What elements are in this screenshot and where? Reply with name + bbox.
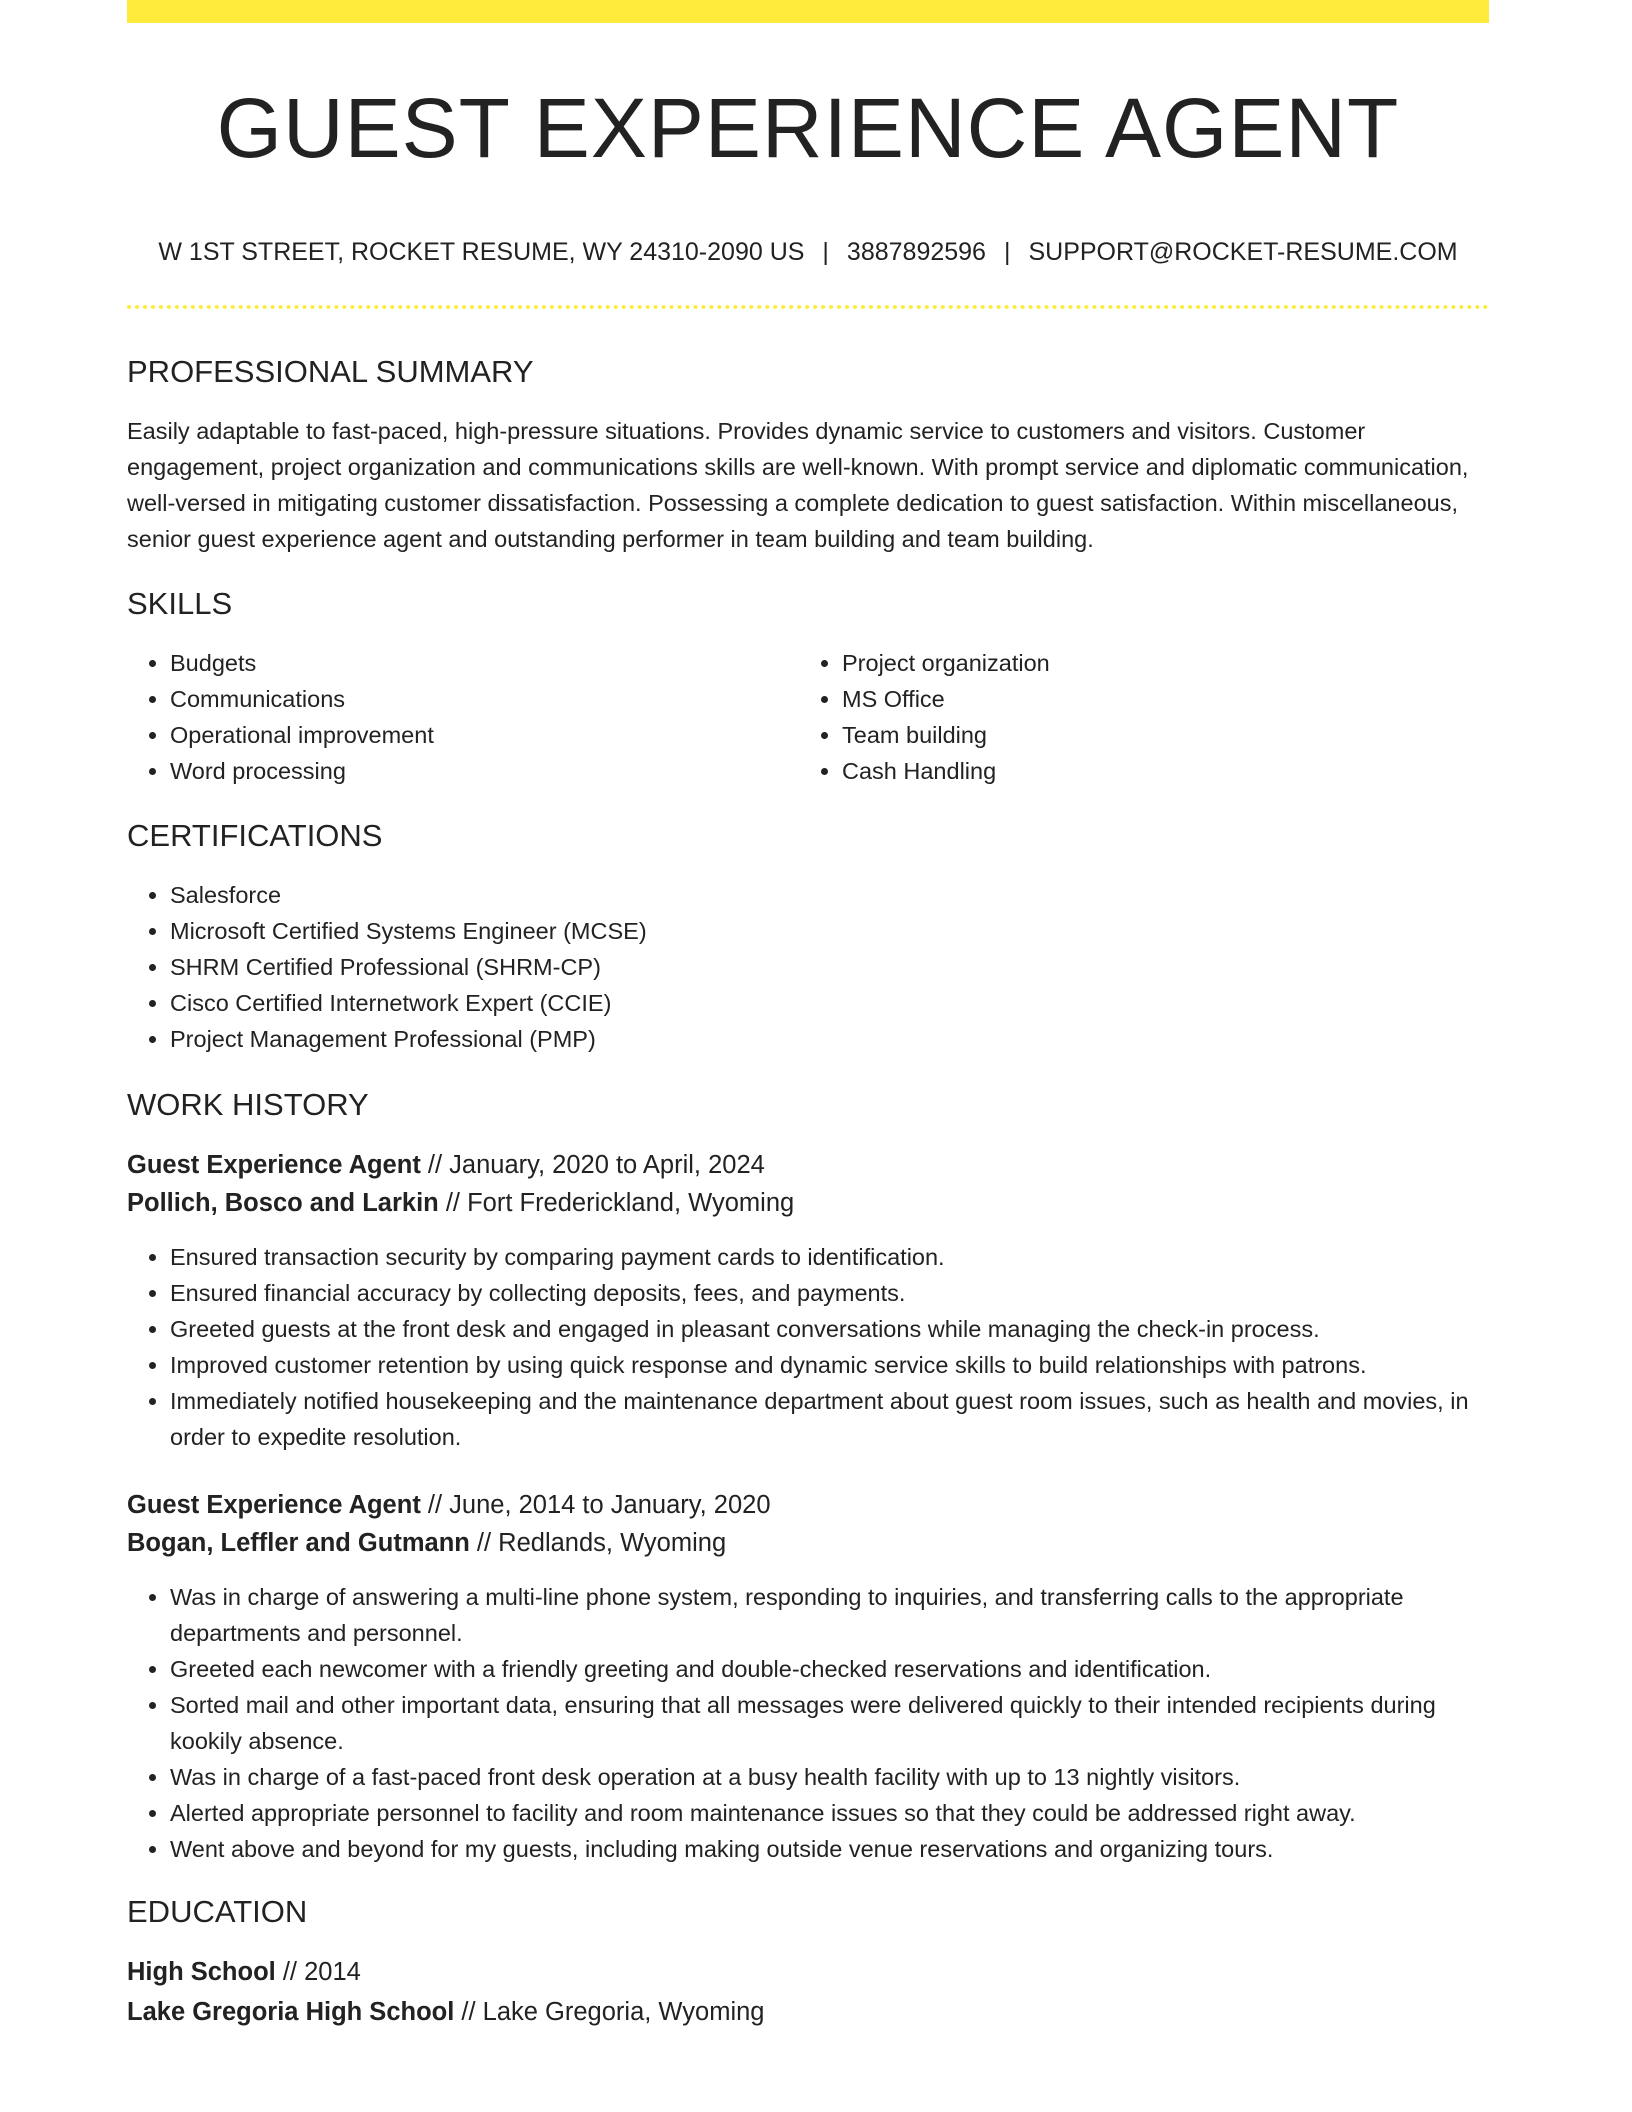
contact-separator: | — [822, 238, 829, 266]
accent-top-bar — [127, 0, 1489, 23]
certification-item: • Cisco Certified Internetwork Expert (CCIE) — [170, 985, 1490, 1021]
job-dates: // January, 2020 to April, 2024 — [420, 1151, 765, 1179]
job-bullets — [127, 1239, 1490, 1455]
job-bullets — [127, 1579, 1490, 1867]
contact-phone: 3887892596 — [846, 238, 986, 266]
job-bullet: • Improved customer retention by using quick response and dynamic service skills to build relationships with patrons. — [170, 1347, 1490, 1383]
job-bullet: • Went above and beyond for my guests, including making outside venue reservations and organizing tours. — [170, 1831, 1490, 1867]
job-title-line — [127, 1146, 765, 1184]
job-bullet: • Ensured financial accuracy by collecting deposits, fees, and payments. — [170, 1275, 1490, 1311]
education-year: // 2014 — [275, 1958, 361, 1986]
job-location: // Redlands, Wyoming — [469, 1529, 727, 1557]
certifications-list — [127, 877, 1490, 1057]
job-company-line — [127, 1184, 794, 1222]
skill-item: • Communications — [170, 681, 790, 717]
job-dates: // June, 2014 to January, 2020 — [420, 1491, 771, 1519]
certification-item: • Project Management Professional (PMP) — [170, 1021, 1490, 1057]
skill-item: • Word processing — [170, 753, 790, 789]
summary-heading: PROFESSIONAL SUMMARY — [127, 354, 534, 389]
education-school-line — [127, 1993, 764, 2031]
job-bullet: • Greeted each newcomer with a friendly greeting and double-checked reservations and identification. — [170, 1651, 1490, 1687]
certification-item: • Microsoft Certified Systems Engineer (MCSE) — [170, 913, 1490, 949]
dotted-divider — [127, 305, 1489, 309]
contact-line — [127, 236, 1489, 268]
job-bullet: • Sorted mail and other important data, ensuring that all messages were delivered quickly to their intended recipients during kookily absence. — [170, 1687, 1490, 1759]
job-role: Guest Experience Agent — [127, 1151, 421, 1179]
skills-heading: SKILLS — [127, 586, 233, 621]
education-degree-line — [127, 1953, 361, 1991]
summary-text: Easily adaptable to fast-paced, high-pressure situations. Provides dynamic service to customers and visitors. Customer engagement, project organization and communications skills are well-known. With prompt service and diplomatic communication, well-versed in mitigating customer dissatisfaction. Possessing a complete dedication to guest satisfaction. Within miscellaneous, senior guest experience agent and outstanding performer in team building and team building. — [127, 418, 1469, 552]
contact-separator: | — [1003, 238, 1011, 266]
job-company: Bogan, Leffler and Gutmann — [127, 1529, 470, 1557]
skill-item: • Budgets — [170, 645, 790, 681]
page-title: GUEST EXPERIENCE AGENT — [216, 81, 1400, 175]
education-degree: High School — [127, 1958, 276, 1986]
skill-item: • Project organization — [842, 645, 1532, 681]
certifications-heading: CERTIFICATIONS — [127, 818, 383, 853]
skills-list-left — [127, 645, 790, 789]
skill-item: • Team building — [842, 717, 1532, 753]
job-bullet: • Greeted guests at the front desk and engaged in pleasant conversations while managing the check-in process. — [170, 1311, 1490, 1347]
job-bullet: • Was in charge of a fast-paced front desk operation at a busy health facility with up to 13 nightly visitors. — [170, 1759, 1490, 1795]
job-company: Pollich, Bosco and Larkin — [127, 1189, 439, 1217]
skill-item: • Operational improvement — [170, 717, 790, 753]
contact-email: SUPPORT@ROCKET-RESUME.COM — [1028, 238, 1458, 266]
education-location: // Lake Gregoria, Wyoming — [454, 1998, 765, 2026]
skill-item: • Cash Handling — [842, 753, 1532, 789]
education-school: Lake Gregoria High School — [127, 1998, 455, 2026]
certification-item: • Salesforce — [170, 877, 1490, 913]
job-title-line — [127, 1486, 771, 1524]
certification-item: • SHRM Certified Professional (SHRM-CP) — [170, 949, 1490, 985]
skill-item: • MS Office — [842, 681, 1532, 717]
job-company-line — [127, 1524, 726, 1562]
contact-address: W 1ST STREET, ROCKET RESUME, WY 24310-2090 US — [158, 238, 805, 266]
skills-list-right — [799, 645, 1532, 789]
job-bullet: • Alerted appropriate personnel to facility and room maintenance issues so that they could be addressed right away. — [170, 1795, 1490, 1831]
work-history-heading: WORK HISTORY — [127, 1087, 369, 1122]
job-location: // Fort Frederickland, Wyoming — [438, 1189, 795, 1217]
job-bullet: • Ensured transaction security by comparing payment cards to identification. — [170, 1239, 1490, 1275]
job-role: Guest Experience Agent — [127, 1491, 421, 1519]
education-heading: EDUCATION — [127, 1894, 308, 1929]
job-bullet: • Immediately notified housekeeping and the maintenance department about guest room issues, such as health and movies, in order to expedite resolution. — [170, 1383, 1490, 1455]
job-bullet: • Was in charge of answering a multi-line phone system, responding to inquiries, and transferring calls to the appropriate departments and personnel. — [170, 1579, 1490, 1651]
